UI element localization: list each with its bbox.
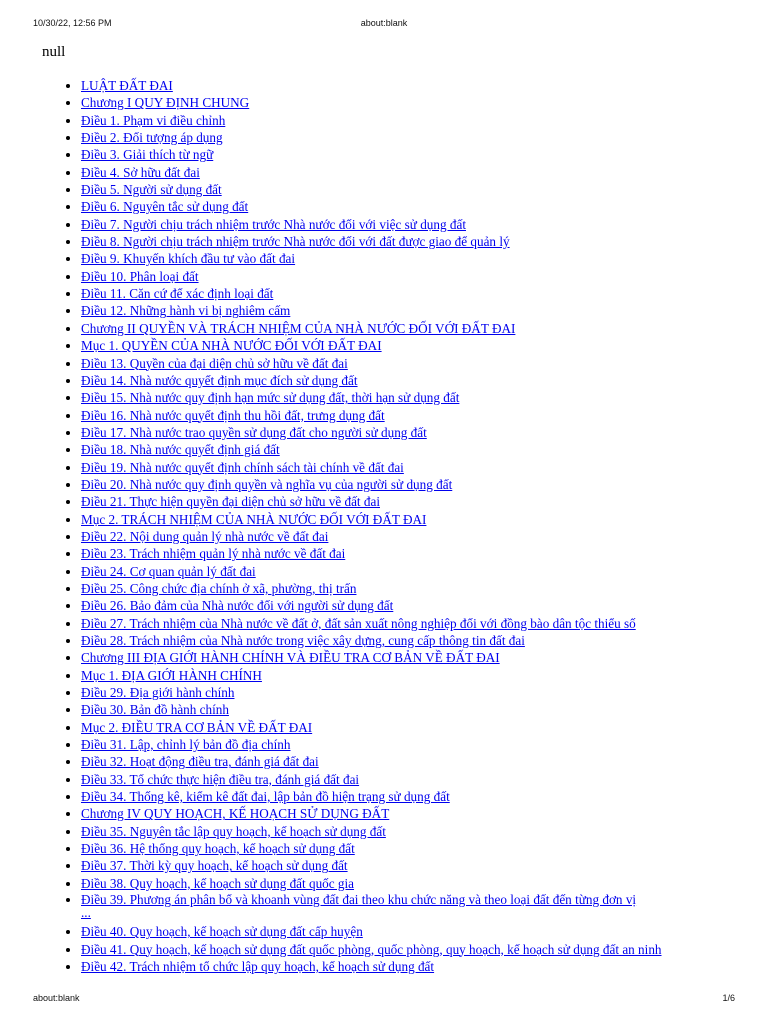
list-item: [81, 441, 741, 458]
toc-link[interactable]: Điều 22. Nội dung quản lý nhà nước về đất đai: [81, 528, 329, 544]
list-item: [81, 389, 741, 406]
toc-link[interactable]: LUẬT ĐẤT ĐAI: [81, 78, 173, 93]
list-item: [81, 146, 741, 163]
list-item: [81, 372, 741, 389]
toc-link[interactable]: Điều 7. Người chịu trách nhiệm trước Nhà nước đối với việc sử dụng đất: [81, 216, 466, 232]
null-text: null: [42, 44, 66, 60]
table-of-contents: [61, 77, 741, 975]
list-item: [81, 771, 741, 788]
list-item: [81, 337, 741, 354]
toc-link[interactable]: Điều 20. Nhà nước quy định quyền và nghĩa vụ của người sử dụng đất: [81, 476, 453, 492]
list-item: [81, 233, 741, 250]
toc-link[interactable]: Điều 12. Những hành vi bị nghiêm cấm: [81, 303, 291, 319]
list-item: [81, 563, 741, 580]
list-item: [81, 216, 741, 233]
list-item: [81, 667, 741, 684]
toc-link[interactable]: Điều 31. Lập, chỉnh lý bản đồ địa chính: [81, 737, 291, 753]
toc-link[interactable]: Điều 15. Nhà nước quy định hạn mức sử dụng đất, thời hạn sử dụng đất: [81, 390, 460, 406]
list-item: [81, 164, 741, 181]
list-item: [81, 355, 741, 372]
list-item: [81, 511, 741, 528]
list-item: [81, 941, 741, 958]
toc-link[interactable]: Điều 16. Nhà nước quyết định thu hồi đất, trưng dụng đất: [81, 407, 385, 423]
toc-link[interactable]: Điều 28. Trách nhiệm của Nhà nước trong việc xây dựng, cung cấp thông tin đất đai: [81, 633, 525, 648]
list-item: [81, 597, 741, 614]
list-item: [81, 649, 741, 666]
toc-link[interactable]: Điều 40. Quy hoạch, kế hoạch sử dụng đất cấp huyện: [81, 924, 363, 940]
list-item: [81, 892, 741, 923]
print-footer: [33, 993, 735, 1003]
toc-link[interactable]: Chương I QUY ĐỊNH CHUNG: [81, 95, 250, 111]
toc-link[interactable]: Mục 1. QUYỀN CỦA NHÀ NƯỚC ĐỐI VỚI ĐẤT ĐAI: [81, 338, 382, 354]
toc-link[interactable]: Điều 9. Khuyến khích đầu tư vào đất đai: [81, 251, 296, 267]
toc-link[interactable]: Chương II QUYỀN VÀ TRÁCH NHIỆM CỦA NHÀ NƯỚC ĐỐI VỚI ĐẤT ĐAI: [81, 320, 516, 336]
toc-link[interactable]: Điều 14. Nhà nước quyết định mục đích sử dụng đất: [81, 372, 358, 388]
toc-link[interactable]: Điều 27. Trách nhiệm của Nhà nước về đất ở, đất sản xuất nông nghiệp đối với đồng bào dân tộc thiểu số: [81, 615, 636, 631]
toc-link[interactable]: Điều 1. Phạm vi điều chỉnh: [81, 112, 226, 128]
toc-link[interactable]: Điều 23. Trách nhiệm quản lý nhà nước về đất đai: [81, 546, 346, 562]
toc-link[interactable]: Điều 2. Đối tượng áp dụng: [81, 130, 223, 146]
list-item: [81, 528, 741, 545]
toc-link[interactable]: Chương III ĐỊA GIỚI HÀNH CHÍNH VÀ ĐIỀU TRA CƠ BẢN VỀ ĐẤT ĐAI: [81, 650, 500, 666]
list-item: [81, 112, 741, 129]
toc-link[interactable]: Điều 21. Thực hiện quyền đại diện chủ sở hữu về đất đai: [81, 494, 380, 510]
toc-link[interactable]: Điều 4. Sở hữu đất đai: [81, 164, 200, 180]
list-item: [81, 857, 741, 874]
print-header: [33, 18, 735, 28]
toc-link[interactable]: Mục 1. ĐỊA GIỚI HÀNH CHÍNH: [81, 667, 262, 683]
print-url: about:blank: [33, 993, 80, 1003]
list-item: [81, 875, 741, 892]
toc-link[interactable]: Điều 35. Nguyên tắc lập quy hoạch, kế hoạch sử dụng đất: [81, 823, 386, 839]
toc-link[interactable]: Điều 13. Quyền của đại diện chủ sở hữu về đất đai: [81, 355, 348, 371]
toc-link[interactable]: Mục 2. TRÁCH NHIỆM CỦA NHÀ NƯỚC ĐỐI VỚI ĐẤT ĐAI: [81, 511, 427, 527]
toc-link[interactable]: Điều 11. Căn cứ để xác định loại đất: [81, 286, 274, 302]
print-datetime: 10/30/22, 12:56 PM: [33, 18, 112, 28]
toc-link[interactable]: Điều 34. Thống kê, kiểm kê đất đai, lập bản đồ hiện trạng sử dụng đất: [81, 789, 450, 805]
toc-link[interactable]: Điều 36. Hệ thống quy hoạch, kế hoạch sử dụng đất: [81, 841, 355, 857]
toc-link[interactable]: Điều 38. Quy hoạch, kế hoạch sử dụng đất quốc gia: [81, 875, 355, 891]
toc-link[interactable]: Điều 29. Địa giới hành chính: [81, 685, 235, 701]
toc-link[interactable]: Điều 5. Người sử dụng đất: [81, 182, 222, 198]
toc-link[interactable]: Điều 19. Nhà nước quyết định chính sách tài chính về đất đai: [81, 459, 404, 475]
toc-link[interactable]: Điều 32. Hoạt động điều tra, đánh giá đất đai: [81, 754, 319, 770]
list-item: [81, 823, 741, 840]
list-item: [81, 129, 741, 146]
list-item: [81, 94, 741, 111]
toc-link[interactable]: Điều 25. Công chức địa chính ở xã, phường, thị trấn: [81, 580, 357, 596]
list-item: [81, 923, 741, 940]
toc-link[interactable]: Điều 3. Giải thích từ ngữ: [81, 147, 214, 163]
toc-link[interactable]: Điều 26. Bảo đảm của Nhà nước đối với người sử dụng đất: [81, 598, 394, 614]
list-item: [81, 719, 741, 736]
toc-link[interactable]: Điều 17. Nhà nước trao quyền sử dụng đất cho người sử dụng đất: [81, 424, 427, 440]
list-item: [81, 320, 741, 337]
toc-link[interactable]: Điều 41. Quy hoạch, kế hoạch sử dụng đất quốc phòng, quốc phòng, quy hoạch, kế hoạch sử dụng đất an ninh: [81, 941, 662, 957]
toc-link[interactable]: Điều 8. Người chịu trách nhiệm trước Nhà nước đối với đất được giao để quản lý: [81, 234, 510, 250]
list-item: [81, 615, 741, 632]
list-item: [81, 302, 741, 319]
toc-link[interactable]: Chương IV QUY HOẠCH, KẾ HOẠCH SỬ DỤNG ĐẤT: [81, 806, 390, 822]
list-item: [81, 753, 741, 770]
toc-link[interactable]: Điều 33. Tổ chức thực hiện điều tra, đánh giá đất đai: [81, 771, 360, 787]
list-item: [81, 459, 741, 476]
toc-link[interactable]: Điều 6. Nguyên tắc sử dụng đất: [81, 199, 249, 215]
list-item: [81, 958, 741, 975]
list-item: [81, 840, 741, 857]
list-item: [81, 77, 741, 94]
toc-link[interactable]: Điều 24. Cơ quan quản lý đất đai: [81, 563, 256, 579]
page-number: 1/6: [722, 993, 735, 1003]
toc-link[interactable]: Mục 2. ĐIỀU TRA CƠ BẢN VỀ ĐẤT ĐAI: [81, 719, 313, 735]
list-item: [81, 424, 741, 441]
toc-link[interactable]: Điều 39. Phương án phân bổ và khoanh vùng đất đai theo khu chức năng và theo loại đất đến từng đơn vị: [81, 892, 637, 908]
list-item: [81, 788, 741, 805]
list-item: [81, 701, 741, 718]
list-item: [81, 181, 741, 198]
list-item: [81, 736, 741, 753]
toc-link[interactable]: Điều 37. Thời kỳ quy hoạch, kế hoạch sử dụng đất: [81, 858, 348, 874]
toc-link[interactable]: Điều 42. Trách nhiệm tổ chức lập quy hoạch, kế hoạch sử dụng đất: [81, 958, 435, 974]
list-item: [81, 493, 741, 510]
list-item: [81, 545, 741, 562]
list-item: [81, 407, 741, 424]
list-item: [81, 684, 741, 701]
print-page-title: about:blank: [360, 18, 408, 28]
list-item: [81, 198, 741, 215]
list-item: [81, 250, 741, 267]
list-item: [81, 476, 741, 493]
list-item: [81, 805, 741, 822]
list-item: [81, 632, 741, 649]
list-item: [81, 285, 741, 302]
toc-link[interactable]: Điều 30. Bản đồ hành chính: [81, 702, 229, 718]
list-item: [81, 268, 741, 285]
toc-link[interactable]: Điều 18. Nhà nước quyết định giá đất: [81, 442, 280, 458]
list-item: [81, 580, 741, 597]
toc-link-ellipsis[interactable]: ...: [81, 905, 91, 921]
toc-link[interactable]: Điều 10. Phân loại đất: [81, 268, 199, 284]
